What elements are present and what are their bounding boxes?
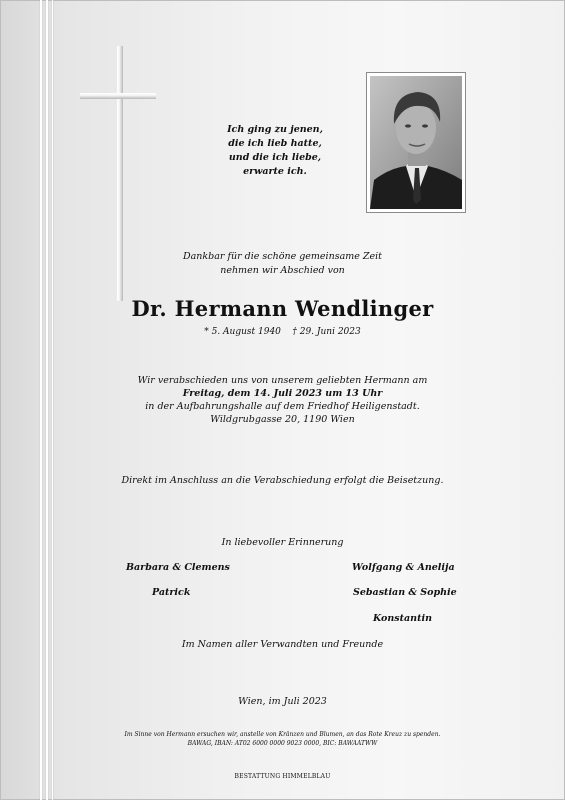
place-date: Wien, im Juli 2023 (238, 696, 327, 707)
family-name: Barbara & Clemens (126, 562, 230, 573)
memory-heading: In liebevoller Erinnerung (221, 537, 344, 548)
service-address: Wildgrubgasse 20, 1190 Wien (210, 414, 355, 425)
poem-line: erwarte ich. (243, 166, 307, 177)
funeral-home: BESTATTUNG HIMMELBLAU (234, 773, 331, 780)
poem (225, 123, 325, 179)
portrait-image (370, 76, 462, 209)
relatives-note: Im Namen aller Verwandten und Freunde (181, 639, 384, 650)
deceased-name: Dr. Hermann Wendlinger (131, 296, 434, 321)
donation-line: Im Sinne von Hermann ersuchen wir, anstelle von Kränzen und Blumen, an das Rote Kreuz zu spenden. (124, 731, 441, 738)
life-dates: * 5. August 1940 † 29. Juni 2023 (204, 327, 361, 337)
poem-line: und die ich liebe, (228, 152, 322, 163)
intro-text (0, 250, 565, 278)
service-date: Freitag, dem 14. Juli 2023 um 13 Uhr (182, 388, 383, 399)
burial-note: Direkt im Anschluss an die Verabschiedung erfolgt die Beisetzung. (121, 475, 444, 486)
service-line: Wir verabschieden uns von unserem geliebten Hermann am (137, 375, 428, 386)
donation-note (0, 730, 565, 748)
portrait-figure (370, 76, 462, 209)
family-name: Wolfgang & Anelija (352, 562, 455, 573)
service-info (0, 374, 565, 426)
family-name: Konstantin (373, 613, 432, 624)
cross-horizontal-bar (80, 93, 156, 99)
intro-line: Dankbar für die schöne gemeinsame Zeit (183, 251, 382, 262)
family-name: Sebastian & Sophie (353, 587, 457, 598)
bank-details: BAWAG, IBAN: AT02 6000 0000 9023 0000, BIC: BAWAATWW (187, 740, 378, 747)
portrait-photo (366, 72, 466, 213)
family-name: Patrick (152, 587, 191, 598)
poem-line: Ich ging zu jenen, (227, 124, 323, 135)
intro-line: nehmen wir Abschied von (220, 265, 345, 276)
service-line: in der Aufbahrungshalle auf dem Friedhof Heiligenstadt. (145, 401, 420, 412)
poem-line: die ich lieb hatte, (228, 138, 322, 149)
